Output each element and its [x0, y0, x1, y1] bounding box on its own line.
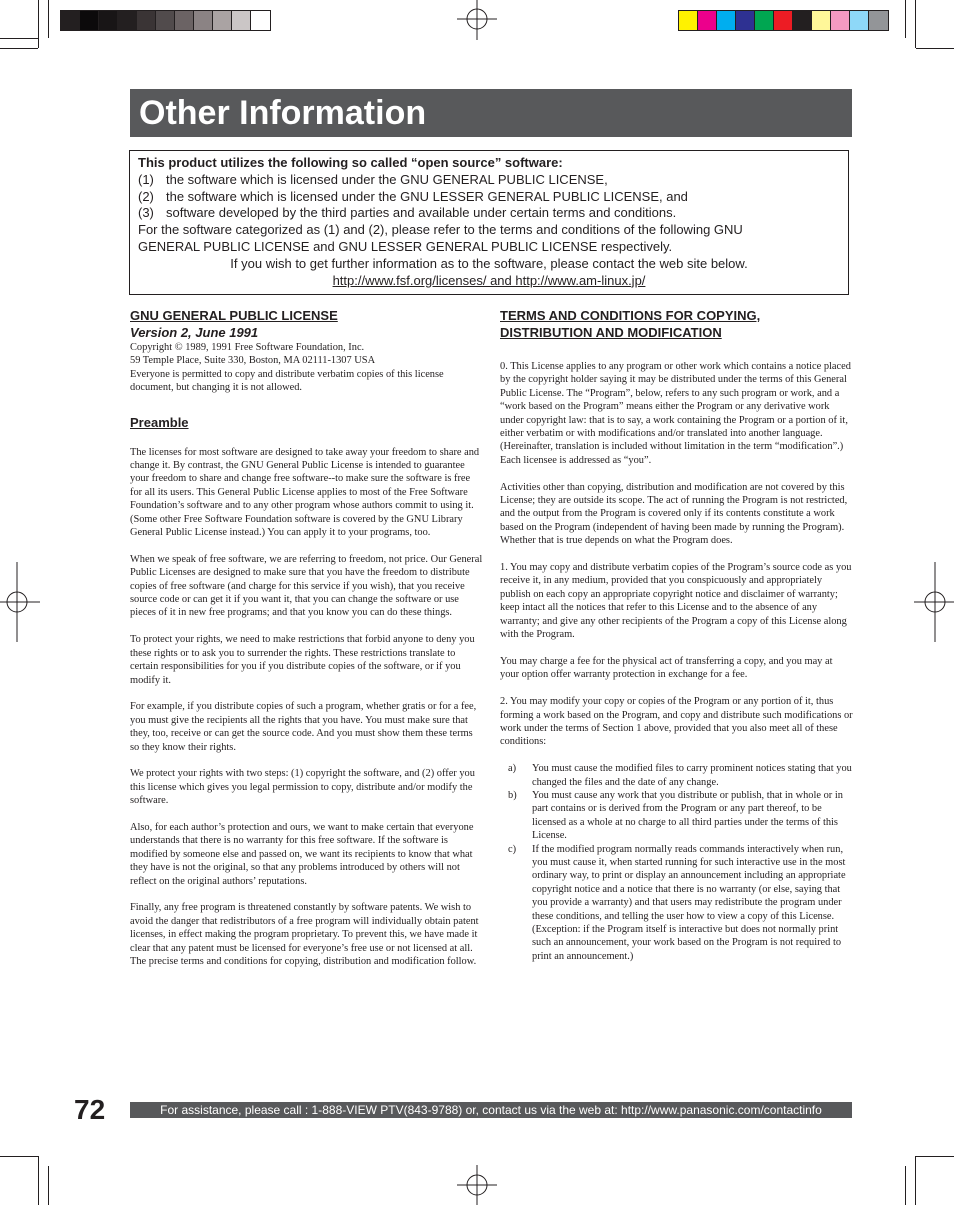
registration-mark-right: [914, 562, 954, 642]
open-source-lead: This product utilizes the following so called “open source” software:: [138, 155, 563, 170]
preamble-final: The precise terms and conditions for copying, distribution and modification follow.: [130, 955, 477, 967]
registration-mark-bottom: [457, 1165, 497, 1205]
preamble-paragraph: Also, for each author’s protection and ours, we want to make certain that everyone understands that there is no warranty for this free software. If the software is modified by someone else and passed on, we want its recipients to know that what they have is not the original, so that any problems introduced by others will not reflect on the original authors’ reputations.: [130, 821, 474, 887]
page-number: 72: [74, 1094, 106, 1125]
left-column: [130, 307, 483, 968]
process-color-bar: [678, 10, 889, 31]
gpl-version: Version 2, June 1991: [130, 325, 259, 340]
title-bar: [130, 89, 852, 137]
terms-paragraph: You may charge a fee for the physical act of transferring a copy, and you may at your option offer warranty protection in exchange for a fee.: [500, 655, 833, 681]
copyright-line: 59 Temple Place, Suite 330, Boston, MA 02111-1307 USA: [130, 355, 376, 367]
item-text: the software which is licensed under the GNU LESSER GENERAL PUBLIC LICENSE, and: [166, 188, 688, 204]
item-text: software developed by the third parties and available under certain terms and conditions.: [166, 205, 677, 221]
color-swatch: [793, 11, 812, 30]
terms-paragraph: 1. You may copy and distribute verbatim copies of the Program’s source code as you receive it, in any medium, provided that you conspicuously and appropriately publish on each copy an appropriate copyright notice and disclaimer of warranty; keep intact all the notices that refer to this License and to the absence of any warranty; and give any other recipients of the Program a copy of this License along with the Program.: [500, 562, 852, 641]
color-swatch: [774, 11, 793, 30]
color-swatch: [869, 11, 888, 30]
footer-assistance-bar: For assistance, please call : 1-888-VIEW PTV(843-9788) or, contact us via the web at: http://www.panasonic.com/contactinfo: [130, 1102, 852, 1118]
crop-mark-br-h: [916, 1156, 954, 1157]
open-source-item: [138, 172, 848, 189]
color-swatch: [698, 11, 717, 30]
color-swatch: [717, 11, 736, 30]
color-swatch: [175, 11, 194, 30]
crop-mark-tl-v2: [38, 0, 39, 48]
condition-text: If the modified program normally reads commands interactively when run, you must cause it, when started running for such interactive use in the most ordinary way, to print or display an announcement including an appropriate copyright notice and a notice that there is no warranty (or else, saying that you provide a warranty) and that users may redistribute the program under these conditions, and telling the user how to view a copy of this License. (Exception: if the Program itself is interactive but does not normally print such an announcement, your work based on the Program is not required to print an announcement.): [532, 843, 846, 962]
condition-text: You must cause the modified files to carry prominent notices stating that you changed the files and the date of any change.: [532, 763, 852, 788]
open-source-item: [138, 205, 848, 222]
crop-mark-tl-v: [48, 0, 49, 38]
crop-mark-bl-v2: [48, 1166, 49, 1205]
preamble-paragraph: The licenses for most software are designed to take away your freedom to share and change it. By contrast, the GNU General Public License is intended to guarantee your freedom to share and change free software--to make sure the software is free for all its users. This General Public License applies to most of the Free Software Foundation’s software and to any other program whose authors commit to using it. (Some other Free Software Foundation software is covered by the GNU Library General Public License instead.) You can apply it to your programs, too.: [130, 446, 480, 539]
color-swatch: [679, 11, 698, 30]
open-source-item: [138, 189, 848, 206]
crop-mark-tl-h2: [0, 38, 38, 39]
terms-heading-line1: TERMS AND CONDITIONS FOR COPYING,: [500, 308, 761, 323]
color-swatch: [137, 11, 156, 30]
gpl-heading: GNU GENERAL PUBLIC LICENSE: [130, 308, 338, 323]
color-swatch: [251, 11, 270, 30]
crop-mark-tr-v: [905, 0, 906, 38]
crop-mark-tl-h: [0, 48, 38, 49]
color-swatch: [194, 11, 213, 30]
color-swatch: [812, 11, 831, 30]
color-swatch: [736, 11, 755, 30]
grayscale-color-bar: [60, 10, 271, 31]
item-number: (3): [138, 205, 154, 221]
terms-paragraph: 0. This License applies to any program or other work which contains a notice placed by the copyright holder saying it may be distributed under the terms of this General Public License. The “Program”, below, refers to any such program or work, and a “work based on the Program” means either the Program or any derivative work under copyright law: that is to say, a work containing the Program or a portion of it, either verbatim or with modifications and/or translated into another language. (Hereinafter, translation is included without limitation in the term “modification”.) Each licensee is addressed as “you”.: [500, 361, 851, 466]
preamble-paragraph: We protect your rights with two steps: (1) copyright the software, and (2) offer you this license which gives you legal permission to copy, distribute and/or modify the software.: [130, 768, 475, 807]
color-swatch: [99, 11, 118, 30]
open-source-contact: If you wish to get further information as to the software, please contact the web site below.: [230, 255, 748, 271]
crop-mark-br-v2: [905, 1166, 906, 1205]
item-number: (2): [138, 188, 154, 204]
preamble-paragraph: Finally, any free program is threatened constantly by software patents. We wish to avoid the danger that redistributors of a free program will individually obtain patent licenses, in effect making the program proprietary. To prevent this, we have made it clear that any patent must be licensed for everyone’s free use or not licensed at all.: [130, 902, 479, 954]
copyright-line: Everyone is permitted to copy and distribute verbatim copies of this license document, but changing it is not allowed.: [130, 368, 444, 394]
preamble-paragraph: When we speak of free software, we are referring to freedom, not price. Our General Public Licenses are designed to make sure that you have the freedom to distribute copies of free software (and charge for this service if you wish), that you receive source code or can get it if you want it, that you can change the software or use pieces of it in new free programs; and that you know you can do these things.: [130, 553, 483, 619]
right-column: [500, 307, 853, 963]
crop-mark-tr-v2: [915, 0, 916, 48]
condition-label: c): [508, 843, 517, 855]
preamble-paragraph: For example, if you distribute copies of such a program, whether gratis or for a fee, you must give the recipients all the rights that you have. You must make sure that they, too, receive or can get the source code. And you must show them these terms so they know their rights.: [130, 701, 477, 753]
open-source-paragraph: For the software categorized as (1) and (2), please refer to the terms and conditions of the following GNU GENERAL PUBLIC LICENSE and GNU LESSER GENERAL PUBLIC LICENSE respectively.: [138, 222, 743, 254]
crop-mark-br-v: [915, 1156, 916, 1205]
color-swatch: [61, 11, 80, 30]
crop-mark-bl-h: [0, 1156, 38, 1157]
condition-item: [500, 789, 853, 843]
terms-heading-line2: DISTRIBUTION AND MODIFICATION: [500, 325, 722, 340]
terms-paragraph: Activities other than copying, distribution and modification are not covered by this License; they are outside its scope. The act of running the Program is not restricted, and the output from the Program is covered only if its contents constitute a work based on the Program (independent of having been made by running the Program). Whether that is true depends on what the Program does.: [500, 481, 848, 547]
page-title: Other Information: [139, 94, 427, 132]
color-swatch: [850, 11, 869, 30]
condition-item: [500, 843, 853, 964]
color-swatch: [80, 11, 99, 30]
copyright-line: Copyright © 1989, 1991 Free Software Foundation, Inc.: [130, 342, 365, 353]
terms-paragraph: 2. You may modify your copy or copies of the Program or any portion of it, thus forming a work based on the Program, and copy and distribute such modifications or work under the terms of Section 1 above, provided that you also meet all of these conditions:: [500, 696, 853, 748]
color-swatch: [755, 11, 774, 30]
open-source-notice-box: [129, 150, 849, 295]
condition-label: a): [508, 763, 517, 775]
registration-mark-top: [457, 0, 497, 40]
color-swatch: [831, 11, 850, 30]
preamble-heading: Preamble: [130, 414, 189, 430]
open-source-urls[interactable]: http://www.fsf.org/licenses/ and http://www.am-linux.jp/: [332, 272, 646, 288]
color-swatch: [232, 11, 251, 30]
color-swatch: [118, 11, 137, 30]
crop-mark-tr-h: [916, 48, 954, 49]
registration-mark-left: [0, 562, 40, 642]
preamble-paragraph: To protect your rights, we need to make restrictions that forbid anyone to deny you these rights or to ask you to surrender the rights. These restrictions translate to certain responsibilities for you if you distribute copies of the software, or if you modify it.: [130, 634, 475, 686]
condition-item: [500, 762, 853, 789]
color-swatch: [213, 11, 232, 30]
item-text: the software which is licensed under the GNU GENERAL PUBLIC LICENSE,: [166, 171, 608, 187]
condition-text: You must cause any work that you distribute or publish, that in whole or in part contains or is derived from the Program or any part thereof, to be licensed as a whole at no charge to all third parties under the terms of this License.: [532, 789, 843, 842]
condition-label: b): [508, 789, 517, 801]
crop-mark-bl-v: [38, 1156, 39, 1205]
color-swatch: [156, 11, 175, 30]
item-number: (1): [138, 171, 154, 187]
